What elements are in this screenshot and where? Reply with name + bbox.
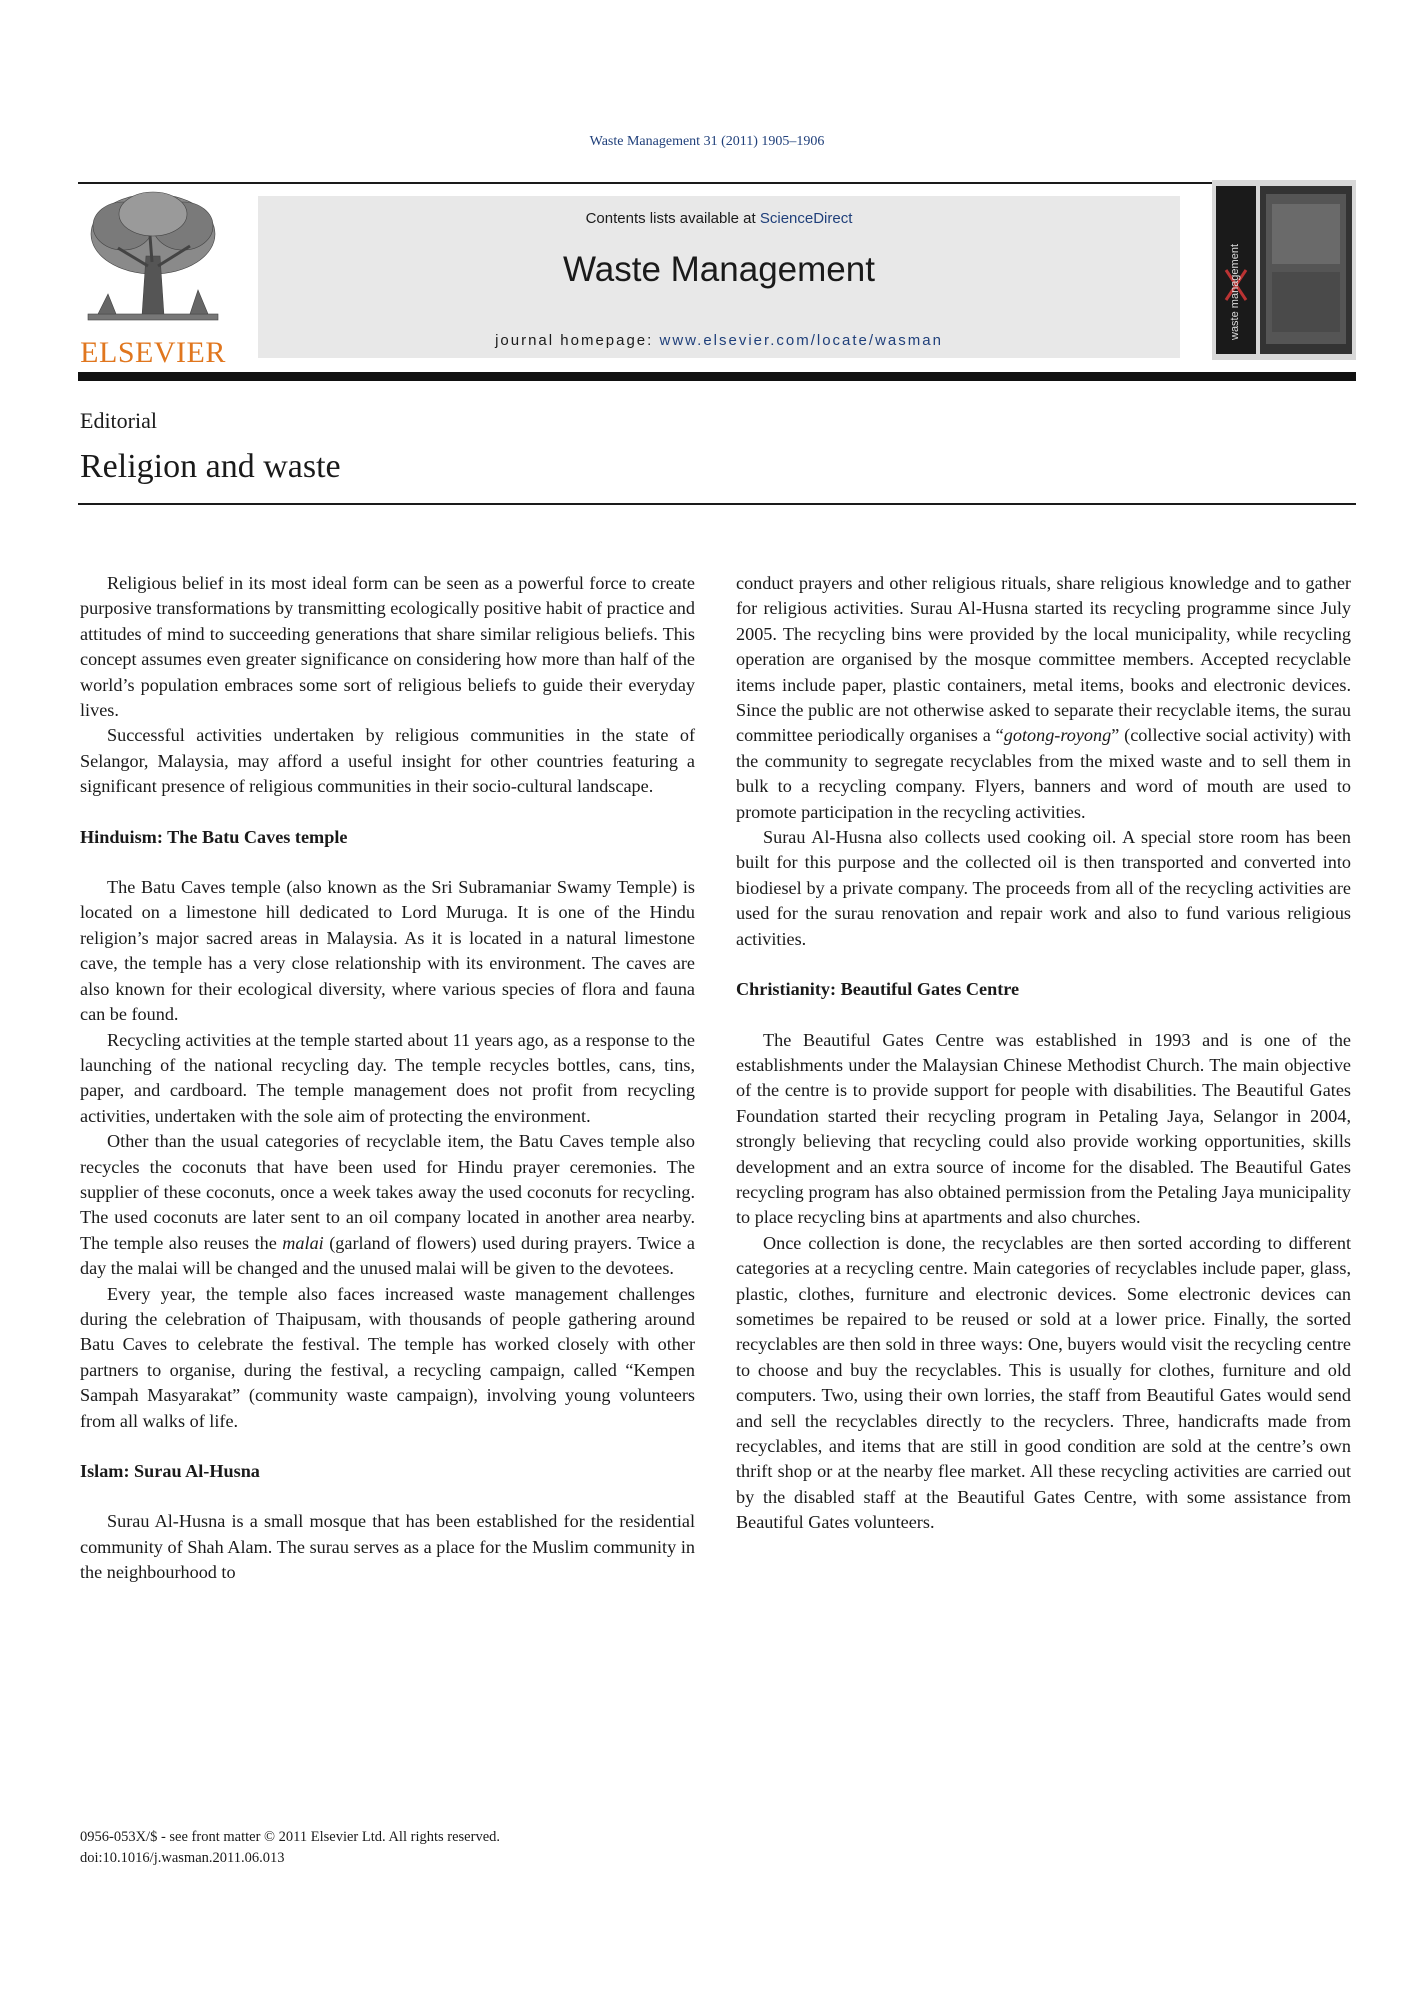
sciencedirect-link[interactable]: ScienceDirect — [759, 210, 853, 227]
paragraph — [80, 1129, 695, 1281]
article-type: Editorial — [80, 408, 157, 433]
paragraph: Surau Al-Husna is a small mosque that has been established for the residential community of Shah Alam. The surau serves as a place for the Muslim community in the neighbourhood to — [80, 1511, 695, 1583]
journal-citation[interactable]: Waste Management 31 (2011) 1905–1906 — [589, 134, 825, 149]
text-span: ” (collective social activity) with the community to segregate recyclables from the mixed waste and to sell them in bulk to a recycling company. Flyers, banners and word of mouth are used to promote participation in the recycling activities. — [736, 725, 1351, 822]
journal-banner — [258, 196, 1180, 358]
contents-available-line — [258, 210, 1180, 227]
italic-term: gotong-royong — [1003, 725, 1112, 746]
right-column — [736, 571, 1351, 1536]
article-title: Religion and waste — [80, 448, 341, 485]
text-span: (garland of flowers) used during prayers. Twice a day the malai will be changed and the unused malai will be given to the devotees. — [80, 1232, 695, 1279]
tree-icon — [78, 186, 228, 336]
homepage-prefix: journal homepage: — [495, 332, 660, 349]
paragraph-continued — [736, 571, 1351, 825]
text-span: conduct prayers and other religious rituals, share religious knowledge and to gather for religious activities. Surau Al-Husna started its recycling programme since July 2005. The recycling bins were provided by the local municipality, while recycling operation are organised by the mosque committee members. Accepted recyclable items include paper, plastic containers, metal items, books and electronic devices. Since the public are not otherwise asked to separate their recyclable items, the surau committee periodically organises a “ — [736, 573, 1351, 746]
cover-title: waste management — [1229, 244, 1241, 340]
text-span: Other than the usual categories of recyclable item, the Batu Caves temple also recycles the coconuts that have been used for Hindu prayer ceremonies. The supplier of these coconuts, once a week takes away the used coconuts for recycling. The used coconuts are later sent to an oil company located in another area nearby. The temple also reuses the — [80, 1131, 695, 1253]
elsevier-wordmark[interactable]: ELSEVIER — [80, 336, 226, 369]
section-heading-islam: Islam: Surau Al-Husna — [80, 1461, 260, 1481]
journal-name: Waste Management — [563, 250, 875, 289]
doi-link[interactable]: doi:10.1016/j.wasman.2011.06.013 — [80, 1850, 285, 1866]
issn-line: 0956-053X/$ - see front matter © 2011 Elsevier Ltd. All rights reserved. — [80, 1829, 501, 1845]
paragraph: The Beautiful Gates Centre was established in 1993 and is one of the establishments under the Malaysian Chinese Methodist Church. The main objective of the centre is to provide support for people with disabilities. The Beautiful Gates Foundation started their recycling program in Petaling Jaya, Selangor in 2004, strongly believing that recycling could also provide working opportunities, skills development and an extra source of income for the disabled. The Beautiful Gates recycling program has also obtained permission from the Petaling Jaya municipality to place recycling bins at apartments and also churches. — [736, 1029, 1351, 1228]
left-column — [80, 571, 695, 1586]
header-thick-rule — [78, 372, 1356, 381]
journal-homepage-line — [258, 332, 1180, 349]
footer — [80, 1827, 500, 1869]
italic-term: malai — [282, 1232, 324, 1253]
title-rule — [78, 503, 1356, 505]
paragraph: Surau Al-Husna also collects used cooking oil. A special store room has been built for this purpose and the collected oil is then transported and converted into biodiesel by a private company. The proceeds from all of the recycling activities are used for the surau renovation and repair work and also to fund various religious activities. — [736, 827, 1351, 949]
section-heading-hinduism: Hinduism: The Batu Caves temple — [80, 826, 348, 847]
paragraph: Successful activities undertaken by religious communities in the state of Selangor, Malaysia, may afford a useful insight for other countries featuring a significant presence of religious communities in their socio-cultural landscape. — [80, 725, 695, 797]
contents-prefix: Contents lists available at — [585, 210, 760, 227]
section-heading-christianity: Christianity: Beautiful Gates Centre — [736, 979, 1020, 1000]
paragraph: Every year, the temple also faces increased waste management challenges during the celebration of Thaipusam, with thousands of people gathering around Batu Caves to celebrate the festival. The temple has worked closely with other partners to organise, during the festival, a recycling campaign, called “Kempen Sampah Masyarakat” (community waste campaign), involving young volunteers from all walks of life. — [80, 1283, 695, 1431]
header-top-rule — [78, 182, 1356, 184]
cover-image — [1212, 180, 1356, 360]
paragraph: The Batu Caves temple (also known as the Sri Subramaniar Swamy Temple) is located on a limestone hill dedicated to Lord Muruga. It is one of the Hindu religion’s major sacred areas in Malaysia. As it is located in a natural limestone cave, the temple has a very close relationship with its environment. The caves are also known for their ecological diversity, where various species of flora and fauna can be found. — [80, 877, 695, 1025]
journal-homepage-link[interactable]: www.elsevier.com/locate/wasman — [659, 332, 943, 349]
paragraph: Religious belief in its most ideal form can be seen as a powerful force to create purposive transformations by transmitting ecologically positive habit of practice and attitudes of mind to succeeding generations that share similar religious beliefs. This concept assumes even greater significance on considering how more than half of the world’s population embraces some sort of religious beliefs to guide their everyday lives. — [80, 573, 695, 721]
paragraph: Once collection is done, the recyclables are then sorted according to different categories at a recycling centre. Main categories of recyclables include paper, glass, plastic, clothes, furniture and electronic devices. Some electronic devices can sometimes be repaired to be reused or sold at a lower price. Finally, the sorted recyclables are then sold in three ways: One, buyers would visit the recycling centre to choose and buy the recyclables. This is usually for clothes, furniture and old computers. Two, using their own lorries, the staff from Beautiful Gates would send and sell the recyclables directly to the recyclers. Three, handicrafts made from recyclables, and items that are still in good condition are sold at the centre’s own thrift shop or at the nearby flee market. All these recycling activities are carried out by the disabled staff at the Beautiful Gates Centre, with some assistance from Beautiful Gates volunteers. — [736, 1232, 1351, 1533]
paragraph: Recycling activities at the temple started about 11 years ago, as a response to the launching of the national recycling day. The temple recycles bottles, cans, tins, paper, and cardboard. The temple management does not profit from recycling activities, undertaken with the sole aim of protecting the environment. — [80, 1029, 695, 1126]
journal-cover-thumbnail[interactable] — [1212, 180, 1356, 360]
